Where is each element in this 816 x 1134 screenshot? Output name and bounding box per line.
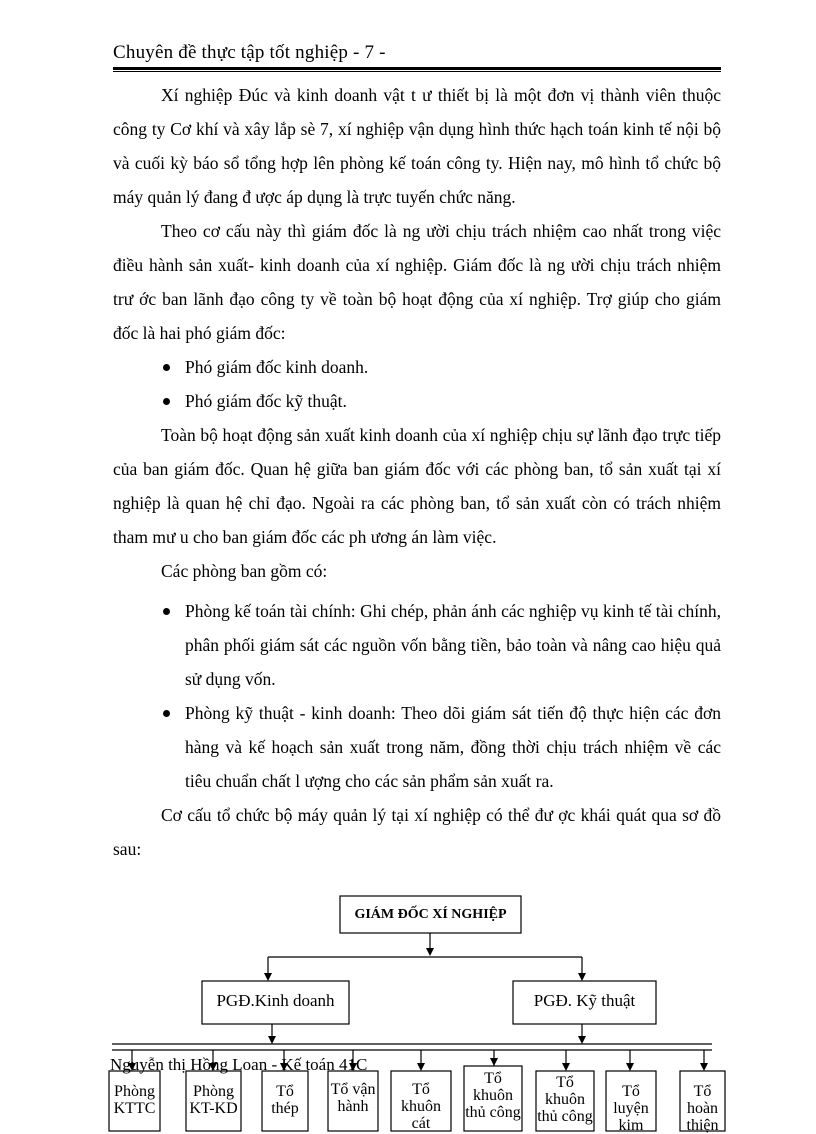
unit-label: Phòng KTTC [113,1083,156,1117]
list-item-text: Phó giám đốc kinh doanh. [185,357,369,377]
unit-label: Tổ luyện kim [613,1083,649,1134]
unit-label: Tổ khuôn thủ công [537,1074,593,1125]
paragraph: Các phòng ban gồm có: [161,561,328,581]
unit-label: Phòng KT-KD [189,1083,238,1117]
deputy-label: PGĐ.Kinh doanh [216,991,335,1010]
director-label: GIÁM ĐỐC XÍ NGHIỆP [354,907,507,922]
unit-label: Tổ khuôn thủ công [465,1070,521,1121]
paragraph: Cơ cấu tổ chức bộ máy quản lý tại xí nghiệp có thể đư ợc khái quát qua sơ đồ sau: [113,805,721,859]
unit-label: Tổ thép [271,1083,299,1117]
page-footer: Nguyễn thị Hồng Loan - Kế toán 41C [110,1055,368,1074]
unit-label: Tổ khuôn cát [401,1081,441,1132]
paragraph: Toàn bộ hoạt động sản xuất kinh doanh của xí nghiệp chịu sự lãnh đạo trực tiếp của ban giám đốc. Quan hệ giữa ban giám đốc với các phòng ban, tổ sản xuất tại xí nghiệp là quan hệ chỉ đạo. Ngoài ra các phòng ban, tổ sản xuất còn có trách nhiệm tham mư u cho ban giám đốc các ph ương án làm việc. [113,425,721,547]
unit-label: Tổ vận hành [330,1081,376,1115]
list-item-text: Phó giám đốc kỹ thuật. [185,391,347,411]
deputy-label: PGĐ. Kỹ thuật [533,991,636,1010]
list-item-text: Phòng kế toán tài chính: Ghi chép, phản ánh các nghiệp vụ kinh tế tài chính, phân phối giám sát các nguồn vốn bằng tiền, bảo toàn và nâng cao hiệu quả sử dụng vốn. [185,601,721,689]
paragraph: Xí nghiệp Đúc và kinh doanh vật t ư thiết bị là một đơn vị thành viên thuộc công ty Cơ khí và xây lắp sè 7, xí nghiệp vận dụng hình thức hạch toán kinh tế nội bộ và cuối kỳ báo sổ tổng hợp lên phòng kế toán công ty. Hiện nay, mô hình tổ chức bộ máy quản lý đang đ ược áp dụng là trực tuyến chức năng. [113,85,721,207]
paragraph: Theo cơ cấu này thì giám đốc là ng ười chịu trách nhiệm cao nhất trong việc điều hành sản xuất- kinh doanh của xí nghiệp. Giám đốc là ng ười chịu trách nhiệm trư ớc ban lãnh đạo công ty về toàn bộ hoạt động của xí nghiệp. Trợ giúp cho giám đốc là hai phó giám đốc: [113,221,721,343]
list-item-text: Phòng kỹ thuật - kinh doanh: Theo dõi giám sát tiến độ thực hiện các đơn hàng và kế hoạch sản xuất trong năm, đồng thời chịu trách nhiệm về các tiêu chuẩn chất l ượng cho các sản phẩm sản xuất ra. [185,703,721,791]
page-header: Chuyên đề thực tập tốt nghiệp - 7 - [113,42,386,63]
unit-label: Tổ hoàn thiện [686,1083,719,1134]
